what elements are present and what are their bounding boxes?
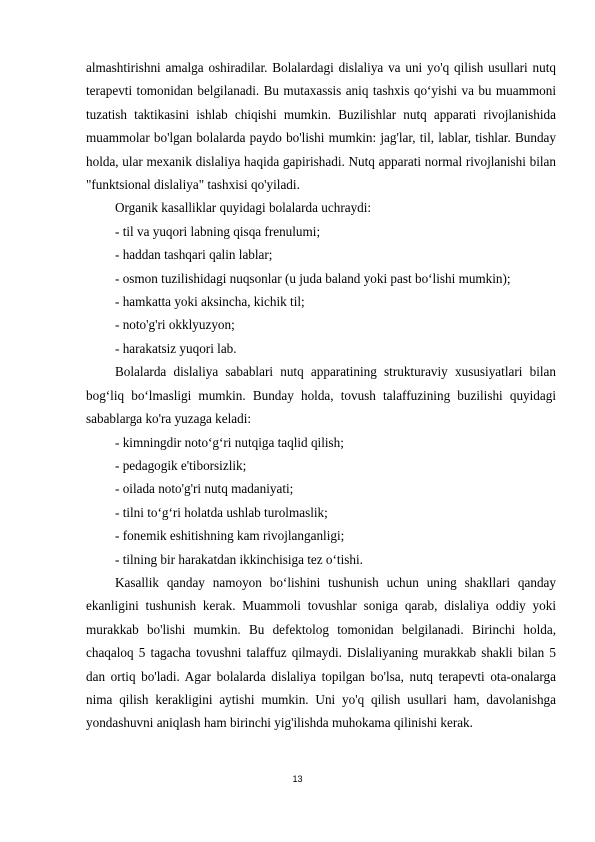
paragraph-causes: Bolalarda dislaliya sabablari nutq apparatining strukturaviy xususiyatlari bilan bogʻliq boʻlmasligi mumkin. Bunday holda, tovush talaffuzining buzilishi quyidagi sabablarga ko'ra yuzaga keladi:	[86, 364, 556, 427]
list-item-organic-2: - haddan tashqari qalin lablar;	[115, 247, 273, 263]
paragraph-forms: Kasallik qanday namoyon boʻlishini tushunish uchun uning shakllari qanday ekanligini tushunish kerak. Muammoli tovushlar soniga qarab, dislaliya oddiy yoki murakkab bo'lishi mumkin. Bu defektolog tomonidan belgilanadi. Birinchi holda, chaqaloq 5 tagacha tovushni talaffuz qilmaydi. Dislaliyaning murakkab shakli bilan 5 dan ortiq bo'ladi. Agar bolalarda dislaliya topilgan bo'lsa, nutq terapevti ota-onalarga nima qilish kerakligini aytishi mumkin. Uni yo'q qilish usullari ham, davolanishga yondashuvni aniqlash ham birinchi yig'ilishda muhokama qilinishi kerak.	[86, 574, 556, 731]
list-item-cause-6: - tilning bir harakatdan ikkinchisiga tez oʻtishi.	[115, 551, 363, 567]
list-item-cause-4: - tilni toʻgʻri holatda ushlab turolmaslik;	[115, 504, 328, 520]
page-number: 13	[292, 774, 303, 784]
list-item-cause-1: - kimningdir notoʻgʻri nutqiga taqlid qilish;	[115, 434, 344, 450]
list-item-organic-5: - noto'g'ri okklyuzyon;	[115, 317, 235, 333]
list-item-organic-3: - osmon tuzilishidagi nuqsonlar (u juda baland yoki past boʻlishi mumkin);	[115, 270, 511, 286]
list-item-cause-2: - pedagogik e'tiborsizlik;	[115, 457, 247, 473]
paragraph-intro: almashtirishni amalga oshiradilar. Bolalardagi dislaliya va uni yo'q qilish usullari nutq terapevti tomonidan belgilanadi. Bu mutaxassis aniq tashxis qoʻyishi va bu muammoni tuzatish taktikasini ishlab chiqishi mumkin. Buzilishlar nutq apparati rivojlanishida muammolar bo'lgan bolalarda paydo bo'lishi mumkin: jag'lar, til, lablar, tishlar. Bunday holda, ular mexanik dislaliya haqida gapirishadi. Nutq apparati normal rivojlanishi bilan "funktsional dislaliya" tashxisi qo'yiladi.	[86, 60, 556, 193]
list-item-cause-5: - fonemik eshitishning kam rivojlanganligi;	[115, 528, 345, 544]
body-text	[86, 56, 556, 735]
list-item-organic-6: - harakatsiz yuqori lab.	[115, 340, 237, 356]
paragraph-organic-heading: Organik kasalliklar quyidagi bolalarda uchraydi:	[115, 200, 372, 216]
list-item-cause-3: - oilada noto'g'ri nutq madaniyati;	[115, 481, 294, 497]
list-item-organic-4: - hamkatta yoki aksincha, kichik til;	[115, 294, 305, 310]
list-item-organic-1: - til va yuqori labning qisqa frenulumi;	[115, 223, 321, 239]
